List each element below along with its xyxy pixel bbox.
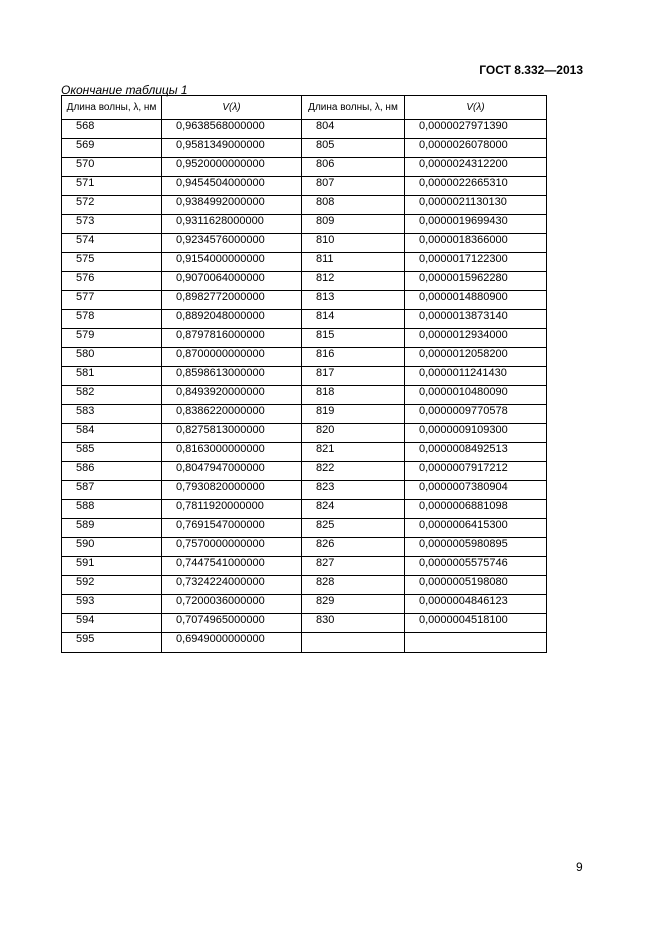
cell-v-lambda: 0,8892048000000 — [162, 310, 302, 329]
cell-v-lambda: 0,8700000000000 — [162, 348, 302, 367]
cell-wavelength: 808 — [302, 196, 405, 215]
cell-v-lambda: 0,9070064000000 — [162, 272, 302, 291]
cell-wavelength: 811 — [302, 253, 405, 272]
cell-wavelength: 809 — [302, 215, 405, 234]
cell-v-lambda: 0,0000004846123 — [405, 595, 547, 614]
table-row — [62, 158, 547, 177]
cell-v-lambda: 0,0000007380904 — [405, 481, 547, 500]
table-row — [62, 633, 547, 653]
column-header-v-lambda: V(λ) — [405, 96, 547, 120]
cell-v-lambda: 0,9581349000000 — [162, 139, 302, 158]
cell-wavelength: 590 — [62, 538, 162, 557]
cell-wavelength: 592 — [62, 576, 162, 595]
cell-wavelength: 572 — [62, 196, 162, 215]
table-row — [62, 177, 547, 196]
cell-wavelength: 823 — [302, 481, 405, 500]
cell-wavelength: 826 — [302, 538, 405, 557]
cell-v-lambda: 0,9154000000000 — [162, 253, 302, 272]
cell-wavelength: 812 — [302, 272, 405, 291]
cell-v-lambda: 0,0000009770578 — [405, 405, 547, 424]
cell-wavelength: 581 — [62, 367, 162, 386]
cell-v-lambda: 0,0000012934000 — [405, 329, 547, 348]
cell-v-lambda: 0,6949000000000 — [162, 633, 302, 653]
cell-v-lambda: 0,0000004518100 — [405, 614, 547, 633]
cell-wavelength: 595 — [62, 633, 162, 653]
table-row — [62, 443, 547, 462]
cell-wavelength: 828 — [302, 576, 405, 595]
table-row — [62, 272, 547, 291]
document-header-standard: ГОСТ 8.332—2013 — [479, 63, 583, 77]
cell-wavelength: 587 — [62, 481, 162, 500]
cell-v-lambda: 0,0000014880900 — [405, 291, 547, 310]
cell-v-lambda: 0,7811920000000 — [162, 500, 302, 519]
cell-wavelength: 574 — [62, 234, 162, 253]
cell-v-lambda: 0,8598613000000 — [162, 367, 302, 386]
cell-wavelength: 819 — [302, 405, 405, 424]
table-header-row — [62, 96, 547, 120]
cell-wavelength: 814 — [302, 310, 405, 329]
cell-v-lambda: 0,0000007917212 — [405, 462, 547, 481]
cell-wavelength: 584 — [62, 424, 162, 443]
cell-v-lambda: 0,0000021130130 — [405, 196, 547, 215]
cell-wavelength: 585 — [62, 443, 162, 462]
cell-v-lambda: 0,0000018366000 — [405, 234, 547, 253]
cell-v-lambda: 0,0000017122300 — [405, 253, 547, 272]
cell-v-lambda: 0,0000010480090 — [405, 386, 547, 405]
cell-v-lambda: 0,8275813000000 — [162, 424, 302, 443]
table-row — [62, 424, 547, 443]
cell-wavelength: 577 — [62, 291, 162, 310]
cell-v-lambda: 0,0000005575746 — [405, 557, 547, 576]
cell-wavelength: 573 — [62, 215, 162, 234]
cell-v-lambda: 0,0000012058200 — [405, 348, 547, 367]
table-caption: Окончание таблицы 1 — [61, 83, 188, 97]
table-row — [62, 253, 547, 272]
cell-wavelength: 571 — [62, 177, 162, 196]
cell-v-lambda: 0,0000024312200 — [405, 158, 547, 177]
cell-wavelength: 816 — [302, 348, 405, 367]
luminous-efficiency-table — [61, 95, 547, 653]
cell-wavelength: 588 — [62, 500, 162, 519]
column-header-v-lambda: V(λ) — [162, 96, 302, 120]
cell-wavelength: 583 — [62, 405, 162, 424]
cell-v-lambda: 0,0000006415300 — [405, 519, 547, 538]
cell-v-lambda: 0,8163000000000 — [162, 443, 302, 462]
cell-wavelength: 822 — [302, 462, 405, 481]
cell-wavelength: 568 — [62, 120, 162, 139]
table-row — [62, 367, 547, 386]
cell-wavelength: 580 — [62, 348, 162, 367]
cell-wavelength: 821 — [302, 443, 405, 462]
cell-v-lambda: 0,0000015962280 — [405, 272, 547, 291]
cell-wavelength: 810 — [302, 234, 405, 253]
cell-wavelength: 594 — [62, 614, 162, 633]
table-row — [62, 348, 547, 367]
cell-v-lambda: 0,8493920000000 — [162, 386, 302, 405]
cell-v-lambda: 0,9384992000000 — [162, 196, 302, 215]
table-row — [62, 329, 547, 348]
table-row — [62, 614, 547, 633]
cell-wavelength: 593 — [62, 595, 162, 614]
cell-v-lambda: 0,9454504000000 — [162, 177, 302, 196]
cell-v-lambda: 0,7930820000000 — [162, 481, 302, 500]
cell-wavelength: 818 — [302, 386, 405, 405]
cell-wavelength: 815 — [302, 329, 405, 348]
table-row — [62, 139, 547, 158]
cell-wavelength: 827 — [302, 557, 405, 576]
cell-v-lambda: 0,0000011241430 — [405, 367, 547, 386]
cell-v-lambda: 0,0000027971390 — [405, 120, 547, 139]
cell-v-lambda: 0,8386220000000 — [162, 405, 302, 424]
cell-v-lambda: 0,0000005198080 — [405, 576, 547, 595]
cell-v-lambda — [405, 633, 547, 653]
cell-wavelength: 807 — [302, 177, 405, 196]
table-row — [62, 462, 547, 481]
table-row — [62, 405, 547, 424]
cell-wavelength: 825 — [302, 519, 405, 538]
cell-v-lambda: 0,7200036000000 — [162, 595, 302, 614]
cell-wavelength: 586 — [62, 462, 162, 481]
table-row — [62, 557, 547, 576]
table-row — [62, 234, 547, 253]
table-row — [62, 120, 547, 139]
cell-wavelength: 817 — [302, 367, 405, 386]
table-row — [62, 291, 547, 310]
cell-v-lambda: 0,9311628000000 — [162, 215, 302, 234]
cell-v-lambda: 0,7691547000000 — [162, 519, 302, 538]
cell-wavelength: 569 — [62, 139, 162, 158]
cell-wavelength: 830 — [302, 614, 405, 633]
table-row — [62, 215, 547, 234]
cell-v-lambda: 0,9520000000000 — [162, 158, 302, 177]
page-number: 9 — [576, 860, 583, 874]
cell-v-lambda: 0,0000008492513 — [405, 443, 547, 462]
cell-v-lambda: 0,9234576000000 — [162, 234, 302, 253]
column-header-wavelength: Длина волны, λ, нм — [302, 96, 405, 120]
cell-wavelength: 570 — [62, 158, 162, 177]
cell-wavelength: 591 — [62, 557, 162, 576]
cell-wavelength: 805 — [302, 139, 405, 158]
cell-v-lambda: 0,0000019699430 — [405, 215, 547, 234]
cell-wavelength: 576 — [62, 272, 162, 291]
cell-wavelength: 829 — [302, 595, 405, 614]
cell-wavelength: 804 — [302, 120, 405, 139]
cell-v-lambda: 0,9638568000000 — [162, 120, 302, 139]
cell-v-lambda: 0,7324224000000 — [162, 576, 302, 595]
table-row — [62, 481, 547, 500]
cell-v-lambda: 0,0000006881098 — [405, 500, 547, 519]
cell-v-lambda: 0,7570000000000 — [162, 538, 302, 557]
cell-wavelength: 813 — [302, 291, 405, 310]
table-row — [62, 196, 547, 215]
cell-v-lambda: 0,8982772000000 — [162, 291, 302, 310]
cell-v-lambda: 0,7074965000000 — [162, 614, 302, 633]
cell-wavelength: 820 — [302, 424, 405, 443]
cell-v-lambda: 0,0000009109300 — [405, 424, 547, 443]
table-row — [62, 310, 547, 329]
cell-wavelength: 578 — [62, 310, 162, 329]
cell-wavelength: 806 — [302, 158, 405, 177]
cell-v-lambda: 0,0000022665310 — [405, 177, 547, 196]
cell-wavelength: 579 — [62, 329, 162, 348]
cell-wavelength: 575 — [62, 253, 162, 272]
cell-v-lambda: 0,0000026078000 — [405, 139, 547, 158]
cell-v-lambda: 0,7447541000000 — [162, 557, 302, 576]
table-row — [62, 386, 547, 405]
cell-wavelength: 824 — [302, 500, 405, 519]
cell-wavelength — [302, 633, 405, 653]
cell-wavelength: 582 — [62, 386, 162, 405]
table-row — [62, 538, 547, 557]
table-row — [62, 519, 547, 538]
cell-v-lambda: 0,0000013873140 — [405, 310, 547, 329]
table-row — [62, 576, 547, 595]
cell-v-lambda: 0,0000005980895 — [405, 538, 547, 557]
cell-v-lambda: 0,8047947000000 — [162, 462, 302, 481]
column-header-wavelength: Длина волны, λ, нм — [62, 96, 162, 120]
table-row — [62, 595, 547, 614]
cell-wavelength: 589 — [62, 519, 162, 538]
table-row — [62, 500, 547, 519]
cell-v-lambda: 0,8797816000000 — [162, 329, 302, 348]
